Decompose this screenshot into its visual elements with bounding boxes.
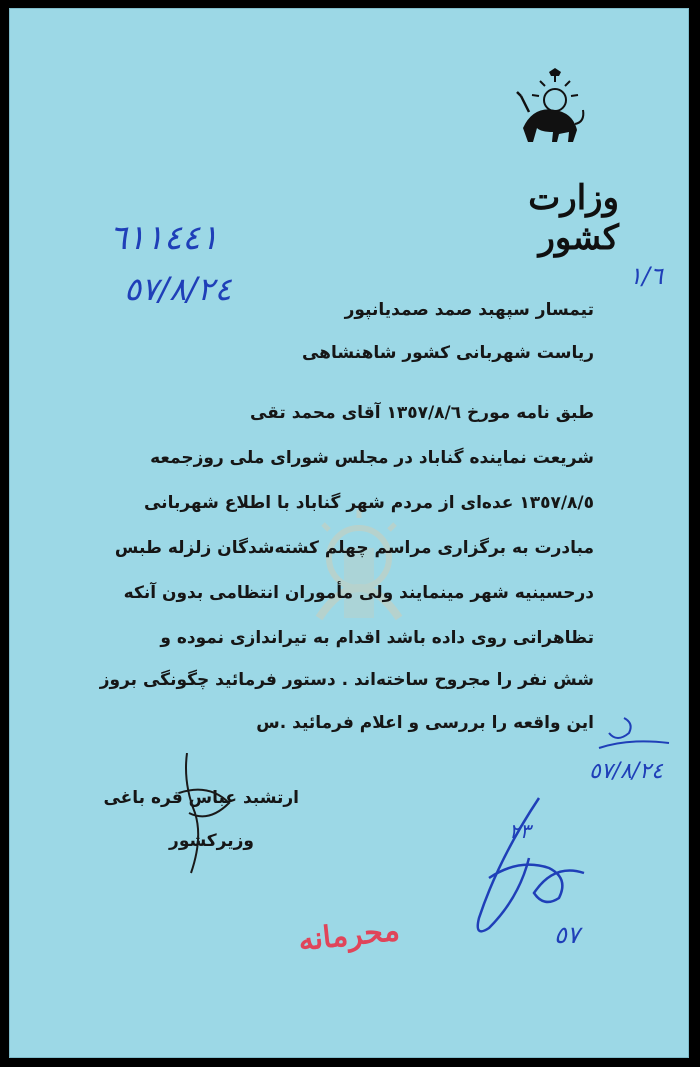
- recipient-line-1: تیمسار سپهبد صمد صمدیانپور: [344, 300, 594, 320]
- handwritten-signature-icon: [169, 753, 249, 883]
- recipient-line-2: ریاست شهربانی کشور شاهنشاهی: [301, 343, 594, 363]
- body-line-2: شریعت نماینده گناباد در مجلس شورای ملی روزجمعه: [150, 448, 594, 468]
- body-line-3: ١٣٥٧/٨/٥ عده‌ای از مردم شهر گناباد با اطلاع شهربانی: [143, 493, 594, 513]
- lion-and-sun-emblem: [509, 68, 589, 148]
- svg-text:٥٧: ٥٧: [554, 921, 580, 949]
- registration-date: ٥٧/٨/٢٤: [124, 270, 232, 308]
- confidential-stamp: محرمانه: [296, 912, 402, 959]
- watermark-emblem: [299, 508, 419, 638]
- body-line-5: درحسینیه شهر مینمایند ولی مأموران انتظامی بدون آنکه: [123, 583, 594, 603]
- registration-number: ٦١١٤٤١: [109, 218, 219, 258]
- svg-text:٥٧/٨/٢٤: ٥٧/٨/٢٤: [589, 759, 663, 784]
- body-line-7: شش نفر را مجروح ساخته‌اند . دستور فرمائید چگونگی بروز: [99, 670, 594, 690]
- document-sheet: [9, 8, 689, 1058]
- signer-name: ارتشبد عباس قره باغی: [103, 788, 299, 808]
- handwritten-annotation-icon: [449, 708, 699, 968]
- signer-title: وزیرکشور: [169, 831, 254, 851]
- body-line-1: طبق نامه مورخ ١٣٥٧/٨/٦ آقای محمد تقی: [249, 403, 594, 423]
- body-line-6: تظاهراتی روی داده باشد اقدام به تیراندازی نموده و: [160, 628, 594, 648]
- body-line-4: مبادرت به برگزاری مراسم چهلم کشته‌شدگان زلزله طبس: [114, 538, 594, 558]
- page-mark: ١/٦: [629, 262, 663, 290]
- ministry-heading: وزارت کشور: [528, 178, 619, 258]
- body-line-8: این واقعه را بررسی و اعلام فرمائید .س: [256, 713, 594, 733]
- svg-text:٢٣: ٢٣: [509, 819, 531, 843]
